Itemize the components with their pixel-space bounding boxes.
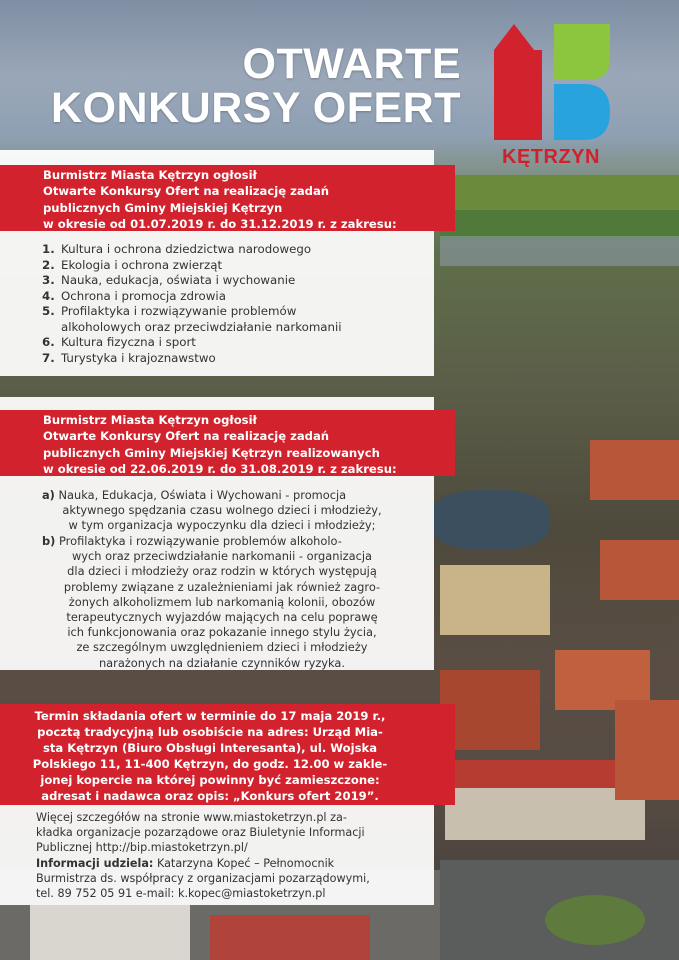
aerial-roof <box>450 760 640 788</box>
section-1-list <box>42 242 342 366</box>
list-item <box>42 273 342 289</box>
item-line: problemy związane z uzależnieniami jak również zagro- <box>63 579 381 594</box>
aerial-building <box>440 565 550 635</box>
deadline-line: Termin składania ofert w terminie do 17 maja 2019 r., <box>34 709 386 723</box>
item-text: Profilaktyka i rozwiązywanie problemów alkoholo- <box>59 534 342 548</box>
deadline-line: pocztą tradycyjną lub osobiście na adres: Urząd Mia- <box>37 725 383 739</box>
contact-line: Burmistrza ds. współpracy z organizacjami pozarządowymi, <box>36 871 370 885</box>
item-line <box>42 534 402 549</box>
item-text: Nauka, Edukacja, Oświata i Wychowani - promocja <box>58 488 347 502</box>
list-text: Nauka, edukacja, oświata i wychowanie <box>61 273 296 287</box>
list-number: 2. <box>42 257 55 272</box>
logo-blue-shape <box>554 84 610 140</box>
list-text: Kultura i ochrona dziedzictwa narodowego <box>61 242 312 256</box>
heading-line: Otwarte Konkursy Ofert na realizację zadań <box>43 429 330 444</box>
aerial-building <box>615 700 679 800</box>
list-item <box>42 351 342 367</box>
aerial-town <box>440 236 679 266</box>
list-number: 3. <box>42 273 55 287</box>
aerial-building <box>590 440 679 500</box>
aerial-building <box>440 670 540 750</box>
section-2-item-a <box>42 488 402 534</box>
item-line <box>42 488 402 503</box>
list-number: 7. <box>42 350 55 365</box>
list-number: 1. <box>42 242 55 256</box>
section-2-heading <box>0 410 455 476</box>
contact-info <box>36 857 370 901</box>
section-1-heading <box>0 165 455 231</box>
deadline-line: sta Kętrzyn (Biuro Obsługi Interesanta), ul. Wojska <box>42 741 378 755</box>
list-number: 4. <box>42 288 55 303</box>
item-line: narażonych na działanie czynników ryzyka. <box>98 655 346 670</box>
deadline-line: Polskiego 11, 11-400 Kętrzyn, do godz. 12.00 w zakle- <box>32 757 388 771</box>
list-item <box>42 242 342 258</box>
heading-line: Burmistrz Miasta Kętrzyn ogłosił <box>43 168 257 182</box>
more-info-line: Publicznej http://bip.miastoketrzyn.pl/ <box>36 840 248 854</box>
aerial-building <box>30 905 190 960</box>
contact-text: Katarzyna Kopeć – Pełnomocnik <box>156 857 335 870</box>
item-line: wych oraz przeciwdziałanie narkomanii - organizacja <box>71 549 373 564</box>
item-line: ich funkcjonowania oraz pokazanie innego stylu życia, <box>67 625 377 640</box>
list-item <box>42 258 342 274</box>
list-number: 5. <box>42 304 55 318</box>
aerial-building <box>600 540 679 600</box>
list-text: Profilaktyka i rozwiązywanie problemów <box>61 304 297 318</box>
item-line: aktywnego spędzania czasu wolnego dzieci i młodzieży, <box>62 503 382 518</box>
contact-line <box>36 857 370 872</box>
list-item <box>42 320 342 336</box>
deadline-line: adresat i nadawca oraz opis: „Konkurs ofert 2019”. <box>41 789 379 803</box>
logo-text: KĘTRZYN <box>502 146 600 168</box>
item-line: w tym organizacja wypoczynku dla dzieci i młodzieży; <box>68 518 376 533</box>
list-text: alkoholowych oraz przeciwdziałanie narkomanii <box>61 319 342 334</box>
item-label: b) <box>42 534 56 548</box>
title-line-1: OTWARTE <box>242 40 461 88</box>
heading-line: publicznych Gminy Miejskiej Kętrzyn <box>43 200 283 215</box>
aerial-pond <box>430 490 550 550</box>
list-number: 6. <box>42 335 55 349</box>
list-item <box>42 335 342 351</box>
more-info-line: kładka organizacje pozarządowe oraz Biuletynie Informacji <box>36 825 365 839</box>
title-line-2: KONKURSY OFERT <box>51 84 461 132</box>
list-item <box>42 304 342 320</box>
deadline-box <box>0 704 455 805</box>
section-2-item-b <box>42 534 402 671</box>
heading-line: w okresie od 22.06.2019 r. do 31.08.2019 r. z zakresu: <box>43 461 397 476</box>
item-line: żonych alkoholizmem lub narkomanią kolonii, obozów <box>68 594 376 609</box>
item-label: a) <box>42 488 55 502</box>
list-text: Ochrona i promocja zdrowia <box>61 288 226 303</box>
list-text: Ekologia i ochrona zwierząt <box>61 257 223 272</box>
item-line: dla dzieci i młodzieży oraz rodzin w których występują <box>67 564 377 579</box>
heading-line: Otwarte Konkursy Ofert na realizację zadań <box>43 184 330 199</box>
page-title <box>51 42 461 130</box>
list-item <box>42 289 342 305</box>
logo-green-shape <box>554 24 610 80</box>
logo-red-notch <box>534 50 542 140</box>
more-info <box>36 811 365 855</box>
logo-red-shape <box>494 24 534 140</box>
list-text: Turystyka i krajoznawstwo <box>61 350 216 365</box>
more-info-line: Więcej szczegółów na stronie www.miastoketrzyn.pl za- <box>36 811 347 824</box>
item-line: ze szczególnym uwzględnieniem dzieci i młodzieży <box>76 640 368 655</box>
aerial-roof <box>210 915 370 960</box>
deadline-line: jonej kopercie na której powinny być zamieszczone: <box>40 773 380 787</box>
heading-line: publicznych Gminy Miejskiej Kętrzyn realizowanych <box>43 445 380 460</box>
aerial-roundabout <box>545 895 645 945</box>
heading-line: Burmistrz Miasta Kętrzyn ogłosił <box>43 413 257 427</box>
list-text: Kultura fizyczna i sport <box>61 335 196 349</box>
contact-line: tel. 89 752 05 91 e-mail: k.kopec@miastoketrzyn.pl <box>36 886 326 900</box>
contact-label: Informacji udziela: <box>36 857 154 870</box>
heading-line: w okresie od 01.07.2019 r. do 31.12.2019 r. z zakresu: <box>43 216 397 231</box>
item-line: terapeutycznych wyjazdów mających na celu poprawę <box>66 610 378 625</box>
